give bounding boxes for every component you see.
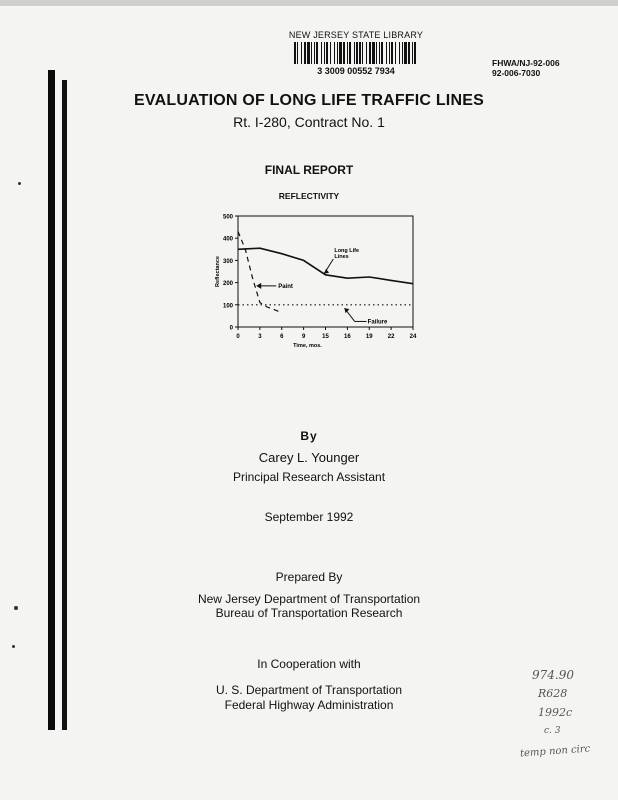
x-tick-label: 6 — [280, 334, 284, 340]
annotation-arrowhead — [324, 269, 329, 274]
barcode-bar — [354, 42, 355, 64]
scan-speck — [18, 182, 21, 185]
barcode-bar — [324, 42, 325, 64]
barcode-bar — [349, 42, 351, 64]
barcode-bar — [408, 42, 410, 64]
barcode-bar — [297, 42, 298, 64]
report-title: EVALUATION OF LONG LIFE TRAFFIC LINES — [134, 92, 484, 109]
annotation-arrowhead — [256, 283, 261, 289]
barcode-bar — [389, 42, 390, 64]
x-tick-label: 15 — [322, 334, 329, 340]
barcode-bar — [326, 42, 328, 64]
library-barcode-label — [286, 30, 426, 78]
author-name: Carey L. Younger — [258, 450, 360, 465]
barcode-bar — [307, 42, 310, 64]
barcode-number: 3 3009 00552 7934 — [317, 66, 395, 76]
series-line-long-life-lines — [238, 248, 413, 284]
report-subtitle: Rt. I-280, Contract No. 1 — [233, 114, 385, 130]
scan-speck — [12, 645, 15, 648]
barcode-bar — [399, 42, 400, 64]
barcode-bar — [376, 42, 377, 64]
barcode-bar — [391, 42, 393, 64]
x-tick-label: 19 — [365, 334, 373, 340]
barcode-bar — [334, 42, 335, 64]
y-tick-label: 500 — [222, 214, 233, 221]
x-axis-label: Time, mos. — [293, 343, 322, 349]
chart-title: REFLECTIVITY — [278, 191, 340, 201]
y-tick-label: 200 — [222, 281, 233, 288]
y-axis-label: Reflectance — [215, 256, 221, 287]
annotation-arrowhead — [344, 308, 349, 313]
report-number — [492, 58, 560, 78]
y-tick-label: 100 — [222, 303, 233, 310]
coop-org-fhwa: Federal Highway Administration — [224, 698, 394, 712]
barcode-bar — [330, 42, 331, 64]
x-tick-label: 22 — [387, 334, 395, 340]
handwritten-call-number-3: 1992c — [538, 706, 573, 719]
barcode-bar — [414, 42, 416, 64]
x-tick-label: 9 — [301, 334, 306, 340]
barcode-bar — [359, 42, 361, 64]
barcode-bar — [337, 42, 338, 64]
x-tick-label: 24 — [409, 334, 417, 340]
barcode-bar — [321, 42, 322, 64]
y-tick-label: 400 — [222, 236, 233, 243]
barcode-bar — [304, 42, 306, 64]
x-tick-label: 16 — [344, 334, 351, 340]
report-type: FINAL REPORT — [264, 163, 354, 177]
barcode-bar — [343, 42, 345, 64]
barcode-image — [294, 42, 418, 64]
library-name: NEW JERSEY STATE LIBRARY — [288, 30, 424, 40]
report-number-line1: FHWA/NJ-92-006 — [492, 58, 560, 68]
scan-top-edge — [0, 0, 618, 6]
by-label: By — [300, 429, 318, 443]
prepared-org-bureau: Bureau of Transportation Research — [215, 606, 403, 620]
barcode-bar — [356, 42, 358, 64]
barcode-bar — [402, 42, 403, 64]
barcode-bar — [404, 42, 407, 64]
x-tick-label: 0 — [236, 334, 240, 340]
barcode-bar — [369, 42, 371, 64]
barcode-bar — [379, 42, 380, 64]
author-title: Principal Research Assistant — [232, 470, 386, 484]
annotation-label: Failure — [367, 319, 388, 326]
barcode-bar — [339, 42, 342, 64]
annotation-label: Long Life — [334, 247, 360, 254]
coop-org-usdot: U. S. Department of Transportation — [215, 683, 403, 697]
barcode-bar — [314, 42, 315, 64]
barcode-bar — [316, 42, 318, 64]
handwritten-note: temp non circ — [519, 743, 591, 760]
annotation-label: Lines — [334, 253, 349, 260]
y-tick-label: 0 — [229, 325, 233, 332]
handwritten-copy-number: c. 3 — [544, 726, 561, 736]
prepared-org-department: New Jersey Department of Transportation — [197, 592, 421, 606]
handwritten-call-number-2: R628 — [538, 687, 568, 700]
barcode-bar — [395, 42, 396, 64]
report-date: September 1992 — [264, 510, 354, 524]
barcode-bar — [311, 42, 312, 64]
x-tick-label: 3 — [258, 334, 262, 340]
barcode-bar — [372, 42, 375, 64]
prepared-by-label: Prepared By — [275, 570, 343, 584]
handwritten-call-number: 974.90 — [532, 668, 574, 682]
series-line-paint — [238, 232, 282, 313]
barcode-bar — [381, 42, 383, 64]
barcode-bar — [412, 42, 413, 64]
barcode-bar — [362, 42, 363, 64]
report-number-line2: 92-006-7030 — [492, 68, 541, 78]
cooperation-label: In Cooperation with — [257, 657, 361, 671]
binding-bar-inner — [62, 80, 67, 730]
barcode-bar — [347, 42, 348, 64]
y-tick-label: 300 — [222, 258, 233, 265]
barcode-bar — [294, 42, 296, 64]
annotation-label: Paint — [278, 283, 293, 290]
reflectivity-chart — [205, 208, 425, 353]
barcode-bar — [301, 42, 302, 64]
barcode-bar — [386, 42, 387, 64]
barcode-bar — [366, 42, 367, 64]
